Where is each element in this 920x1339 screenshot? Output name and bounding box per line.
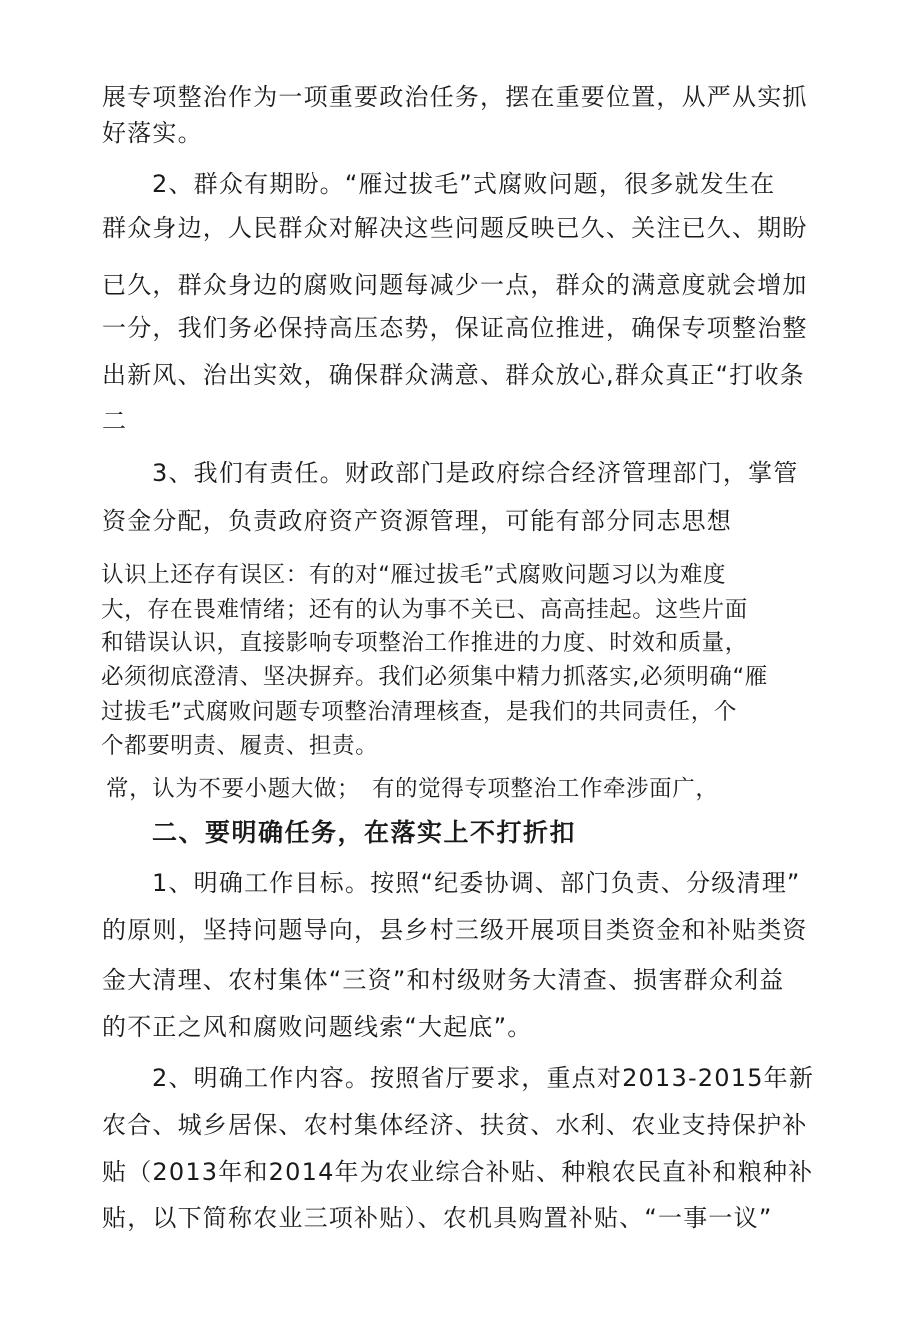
paragraph-line: 好落实。 <box>102 119 203 147</box>
paragraph-line: 常，认为不要小题大做； 有的觉得专项整治工作牵涉面广， <box>106 776 719 802</box>
paragraph-line: 展专项整治作为一项重要政治任务，摆在重要位置，从严从实抓 <box>102 83 808 111</box>
paragraph-line: 认识上还存有误区：有的对“雁过拔毛”式腐败问题习以为难度 <box>101 562 727 588</box>
paragraph-line: 的不正之风和腐败问题线索“大起底”。 <box>102 1013 533 1041</box>
paragraph-line: 必须彻底澄清、坚决摒弃。我们必须集中精力抓落实,必须明确“雁 <box>101 664 768 690</box>
section-heading: 二、要明确任务，在落实上不打折扣 <box>152 818 577 847</box>
paragraph-line: 二 <box>102 407 128 435</box>
paragraph-line: 金大清理、农村集体“三资”和村级财务大清查、损害群众利益 <box>102 966 785 994</box>
paragraph-line: 贴，以下简称农业三项补贴）、农机具购置补贴、“一事一议” <box>102 1204 773 1232</box>
paragraph-line: 和错误认识，直接影响专项整治工作推进的力度、时效和质量， <box>101 630 748 656</box>
paragraph-line: 的原则，坚持问题导向，县乡村三级开展项目类资金和补贴类资 <box>102 916 808 944</box>
paragraph-line: 2、群众有期盼。“雁过拔毛”式腐败问题，很多就发生在 <box>152 170 776 198</box>
paragraph-line: 3、我们有责任。财政部门是政府综合经济管理部门，掌管 <box>152 459 799 487</box>
paragraph-line: 已久，群众身边的腐败问题每减少一点，群众的满意度就会增加 <box>102 271 808 299</box>
paragraph-line: 农合、城乡居保、农村集体经济、扶贫、水利、农业支持保护补 <box>102 1111 808 1139</box>
paragraph-line: 1、明确工作目标。按照“纪委协调、部门负责、分级清理” <box>152 869 801 897</box>
paragraph-line: 个都要明责、履责、担责。 <box>101 733 379 759</box>
paragraph-line: 群众身边，人民群众对解决这些问题反映已久、关注已久、期盼 <box>102 214 808 242</box>
paragraph-line: 贴（2013年和2014年为农业综合补贴、种粮农民直补和粮种补 <box>102 1158 814 1186</box>
paragraph-line: 一分，我们务必保持高压态势，保证高位推进，确保专项整治整 <box>102 314 808 342</box>
paragraph-line: 资金分配，负责政府资产资源管理，可能有部分同志思想 <box>102 507 732 535</box>
paragraph-line: 2、明确工作内容。按照省厅要求，重点对2013-2015年新 <box>152 1064 815 1092</box>
paragraph-line: 出新风、治出实效，确保群众满意、群众放心,群众真正“打收条 <box>102 361 805 389</box>
paragraph-line: 过拔毛”式腐败问题专项整治清理核查，是我们的共同责任，个 <box>101 699 737 725</box>
paragraph-line: 大，存在畏难情绪；还有的认为事不关已、高高挂起。这些片面 <box>101 597 748 623</box>
